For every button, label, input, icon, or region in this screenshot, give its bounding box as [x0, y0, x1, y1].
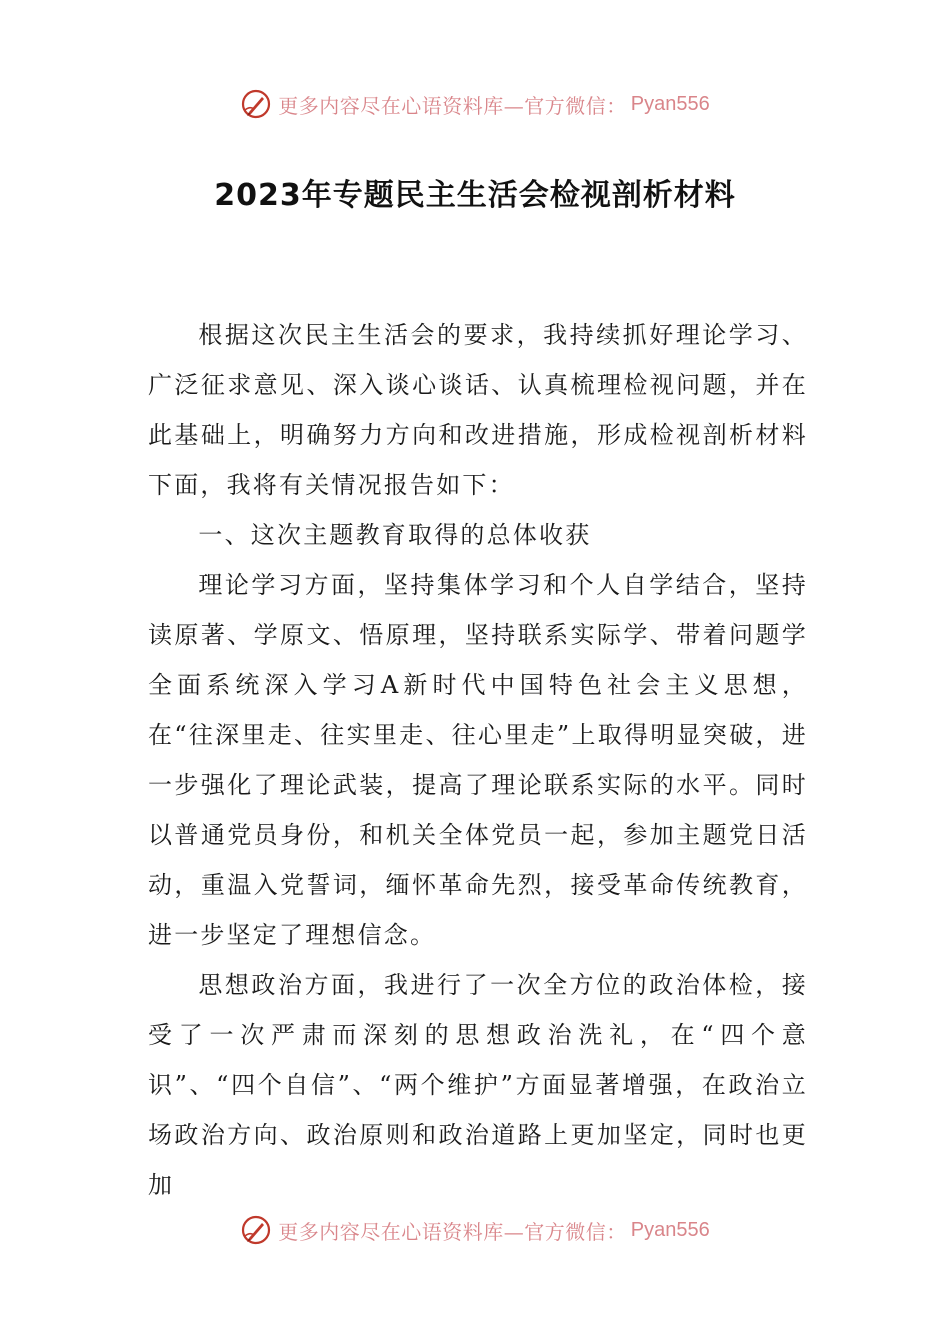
- footer-banner: [0, 1212, 950, 1248]
- banner-wechat-id: Pyan556: [630, 92, 710, 115]
- paragraph-political-thought: 思想政治方面，我进行了一次全方位的政治体检，接受了一次严肃而深刻的思想政治洗礼，在“四个意识”、“四个自信”、“两个维护”方面显著增强，在政治立场政治方向、政治原则和政治道路上更加坚定，同时也更加: [148, 971, 808, 1199]
- banner-text: 更多内容尽在心语资料库—官方微信：: [278, 93, 627, 118]
- page-title: 2023年专题民主生活会检视剖析材料: [214, 178, 736, 213]
- header-banner: [0, 86, 950, 122]
- section-heading: 一、这次主题教育取得的总体收获: [198, 521, 592, 549]
- banner-text: 更多内容尽在心语资料库—官方微信：: [278, 1219, 627, 1244]
- banner-wechat-id: Pyan556: [630, 1218, 710, 1241]
- document-body: [148, 310, 808, 1210]
- paragraph-intro: 根据这次民主生活会的要求，我持续抓好理论学习、广泛征求意见、深入谈心谈话、认真梳理检视问题，并在此基础上，明确努力方向和改进措施，形成检视剖析材料下面，我将有关情况报告如下：: [148, 321, 808, 499]
- pen-logo-icon: [240, 1214, 272, 1246]
- paragraph-theory-study: 理论学习方面，坚持集体学习和个人自学结合，坚持读原著、学原文、悟原理，坚持联系实际学、带着问题学全面系统深入学习A新时代中国特色社会主义思想，在“往深里走、往实里走、往心里走”上取得明显突破，进一步强化了理论武装，提高了理论联系实际的水平。同时以普通党员身份，和机关全体党员一起，参加主题党日活动，重温入党誓词，缅怀革命先烈，接受革命传统教育，进一步坚定了理想信念。: [148, 571, 808, 949]
- pen-logo-icon: [240, 88, 272, 120]
